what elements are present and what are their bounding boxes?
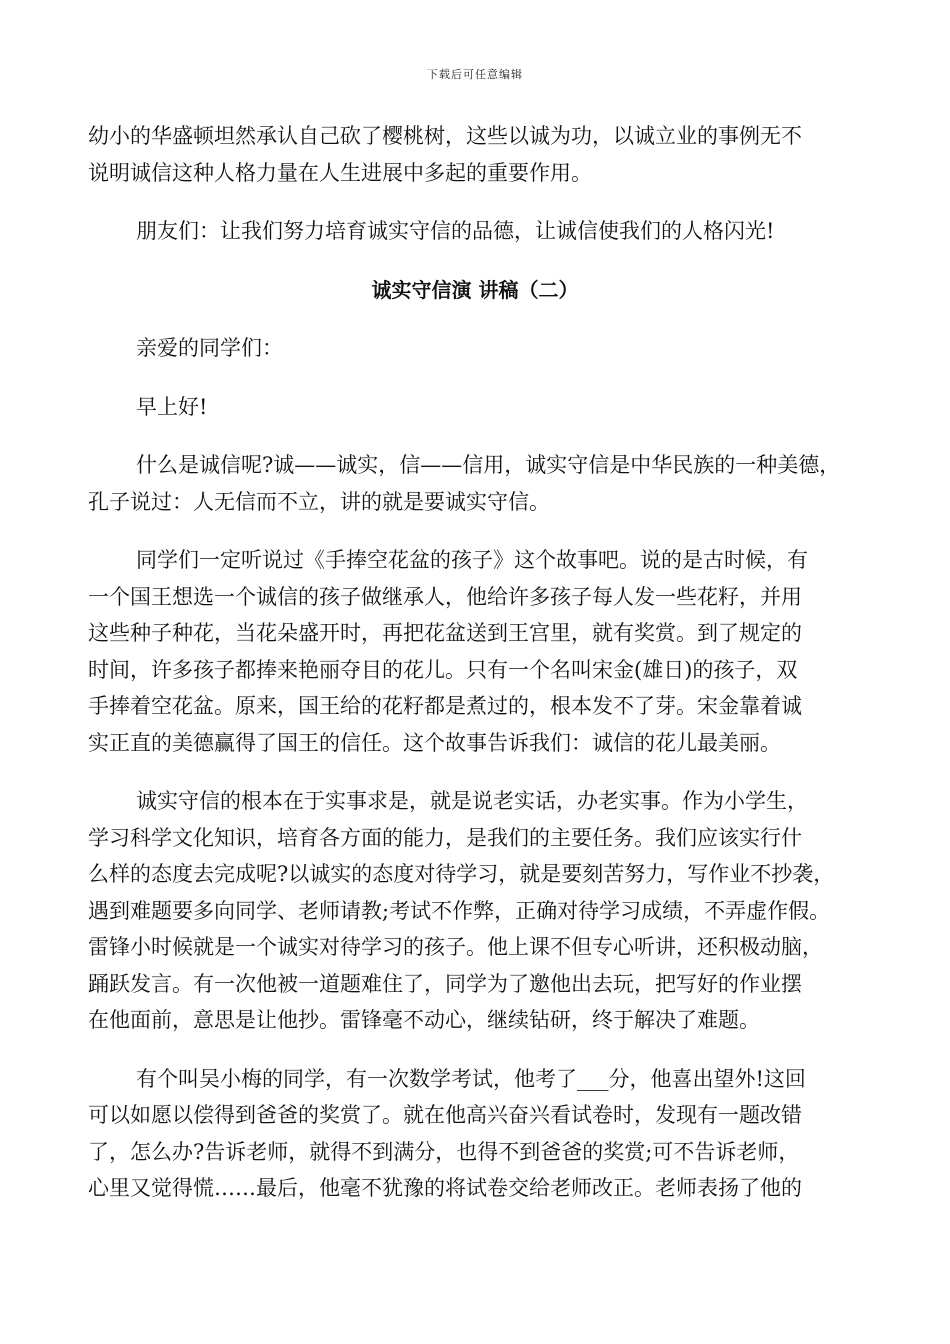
paragraph-p2 [88, 213, 862, 250]
text-line: 什么是诚信呢?诚——诚实，信——信用，诚实守信是中华民族的一种美德， [136, 453, 841, 477]
text-line: 有个叫吴小梅的同学，有一次数学考试，他考了___分，他喜出望外!这回 [136, 1066, 806, 1091]
text-line: 这些种子种花，当花朵盛开时，再把花盆送到王宫里，就有奖赏。到了规定的 [88, 621, 802, 645]
text-line: 时间，许多孩子都捧来艳丽夺目的花儿。只有一个名叫宋金(雄日)的孩子，双 [88, 657, 798, 682]
text-line: 同学们一定听说过《手捧空花盆的孩子》这个故事吧。说的是古时候，有 [136, 548, 808, 572]
text-line: 诚实守信的根本在于实事求是，就是说老实话，办老实事。作为小学生， [136, 789, 808, 813]
paragraph-p6 [88, 542, 862, 761]
paragraph-p5 [88, 447, 862, 520]
text-line: 早上好! [136, 394, 208, 419]
text-line: 踊跃发言。有一次他被一道题难住了，同学为了邀他出去玩，把写好的作业摆 [88, 971, 802, 996]
text-line: 幼小的华盛顿坦然承认自己砍了樱桃树，这些以诚为功，以诚立业的事例无不 [88, 124, 802, 148]
paragraph-p1 [88, 118, 862, 191]
text-line: 手捧着空花盆。原来，国王给的花籽都是煮过的，根本发不了芽。宋金靠着诚 [88, 694, 802, 718]
text-line: 亲爱的同学们： [136, 336, 283, 360]
text-line: 可以如愿以偿得到爸爸的奖赏了。就在他高兴奋兴看试卷时，发现有一题改错 [88, 1103, 802, 1127]
document-body [88, 118, 862, 1207]
text-line: 学习科学文化知识，培育各方面的能力，是我们的主要任务。我们应该实行什 [88, 825, 802, 850]
paragraph-p7 [88, 783, 862, 1039]
paragraph-p3 [88, 330, 862, 367]
text-line: 么样的态度去完成呢?以诚实的态度对待学习，就是要刻苦努力，写作业不抄袭， [88, 862, 835, 886]
text-line: 心里又觉得慌……最后，他毫不犹豫的将试卷交给老师改正。老师表扬了他的 [88, 1176, 802, 1200]
text-line: 孔子说过：人无信而不立，讲的就是要诚实守信。 [88, 489, 550, 514]
text-line: 遇到难题要多向同学、老师请教;考试不作弊，正确对待学习成绩，不弄虚作假。 [88, 898, 831, 923]
section-title: 诚实守信演 讲稿（二） [371, 277, 579, 302]
paragraph-p4 [88, 389, 862, 426]
paragraph-p8 [88, 1061, 862, 1207]
page-header: 下载后可任意编辑 [427, 68, 523, 81]
text-line: 说明诚信这种人格力量在人生进展中多起的重要作用。 [88, 160, 592, 185]
text-line: 一个国王想选一个诚信的孩子做继承人，他给许多孩子每人发一些花籽，并用 [88, 584, 802, 609]
text-line: 雷锋小时候就是一个诚实对待学习的孩子。他上课不但专心听讲，还积极动脑， [88, 935, 823, 959]
text-line: 实正直的美德赢得了国王的信任。这个故事告诉我们：诚信的花儿最美丽。 [88, 730, 781, 755]
text-line: 朋友们：让我们努力培育诚实守信的品德，让诚信使我们的人格闪光! [136, 219, 775, 243]
text-line: 在他面前，意思是让他抄。雷锋毫不动心，继续钻研，终于解决了难题。 [88, 1008, 760, 1032]
text-line: 了，怎么办?告诉老师，就得不到满分，也得不到爸爸的奖赏;可不告诉老师， [88, 1139, 800, 1164]
